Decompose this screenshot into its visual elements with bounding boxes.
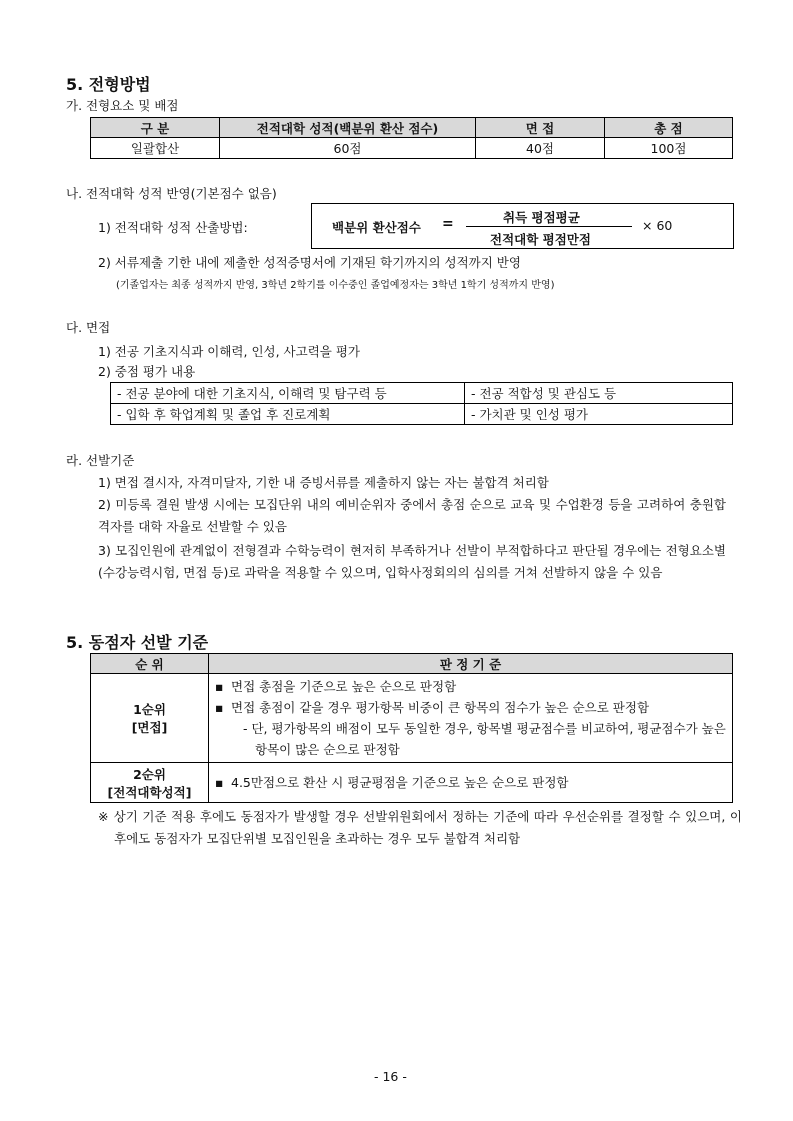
- page-number: - 16 -: [374, 1069, 407, 1084]
- d3-text: 3) 모집인원에 관계없이 전형결과 수학능력이 현저히 부족하거나 선발이 부적합하다고 판단될 경우에는 전형요소별(수강능력시험, 면접 등)로 과락을 적용할 수 있으며, 입학사정회의의 심의를 거쳐 선발하지 않을 수 있음: [98, 543, 726, 580]
- tiebreak-table: [90, 653, 733, 803]
- cell-gpa: 60점: [220, 138, 476, 159]
- rank2-label: 2순위: [133, 766, 166, 782]
- formula-lhs: 백분위 환산점수: [332, 220, 421, 235]
- cell-total: 100점: [605, 138, 733, 159]
- criteria-text: 4.5만점으로 환산 시 평균평점을 기준으로 높은 순으로 판정함: [231, 775, 569, 790]
- rank2-criteria: [209, 763, 733, 803]
- eval-table: [110, 382, 733, 425]
- criteria-item: [211, 697, 726, 718]
- header-total: 총 점: [605, 118, 733, 138]
- subsection-title-b: 나. 전적대학 성적 반영(기본점수 없음): [66, 186, 277, 201]
- section-title: 5. 전형방법: [66, 75, 151, 94]
- header-interview: 면 접: [476, 118, 605, 138]
- formula-box: [311, 203, 734, 249]
- header-rank: 순 위: [91, 654, 209, 674]
- c1-text: 1) 전공 기초지식과 이해력, 인성, 사고력을 평가: [98, 344, 360, 359]
- header-gpa: 전적대학 성적(백분위 환산 점수): [220, 118, 476, 138]
- criteria-text: 면접 총점을 기준으로 높은 순으로 판정함: [231, 679, 457, 694]
- rank1-label: 1순위: [133, 702, 166, 717]
- b2-note: (기졸업자는 최종 성적까지 반영, 3학년 2학기를 이수중인 졸업예정자는 3학년 1학기 성적까지 반영): [116, 280, 555, 291]
- c2-text: 2) 중점 평가 내용: [98, 364, 196, 379]
- fraction-line: [466, 226, 632, 227]
- rank1-cell: [91, 674, 209, 763]
- rank1-sub: [면접]: [131, 720, 168, 735]
- subsection-title-a: 가. 전형요소 및 배점: [66, 98, 179, 113]
- score-table: [90, 117, 733, 159]
- cell-interview: 40점: [476, 138, 605, 159]
- section-title-tiebreak: 5. 동점자 선발 기준: [66, 633, 209, 652]
- rank2-sub: [전적대학성적]: [107, 784, 192, 800]
- square-bullet-icon: ▪: [215, 700, 224, 715]
- eval-cell: - 가치관 및 인성 평가: [465, 404, 733, 425]
- header-criteria: 판 정 기 준: [209, 654, 733, 674]
- b2-text: 2) 서류제출 기한 내에 제출한 성적증명서에 기재된 학기까지의 성적까지 반영: [98, 255, 521, 270]
- square-bullet-icon: ▪: [215, 679, 224, 694]
- d2-text: 2) 미등록 결원 발생 시에는 모집단위 내의 예비순위자 중에서 총점 순으로 교육 및 수업환경 등을 고려하여 충원합격자를 대학 자율로 선발할 수 있음: [98, 497, 726, 534]
- formula-equals: =: [442, 216, 454, 232]
- criteria-item: [211, 772, 726, 793]
- formula-denominator: 전적대학 평점만점: [490, 232, 591, 247]
- criteria-text: 면접 총점이 같을 경우 평가항목 비중이 큰 항목의 점수가 높은 순으로 판정함: [231, 700, 650, 715]
- subsection-title-d: 라. 선발기준: [66, 453, 135, 468]
- cell-category: 일괄합산: [91, 138, 220, 159]
- formula-multiplier: × 60: [642, 218, 673, 233]
- eval-cell: - 전공 적합성 및 관심도 등: [465, 383, 733, 404]
- square-bullet-icon: ▪: [215, 775, 224, 790]
- d1-text: 1) 면접 결시자, 자격미달자, 기한 내 증빙서류를 제출하지 않는 자는 불합격 처리함: [98, 475, 549, 490]
- criteria-subitem: - 단, 평가항목의 배점이 모두 동일한 경우, 항목별 평균점수를 비교하여, 평균점수가 높은 항목이 많은 순으로 판정함: [243, 721, 726, 757]
- eval-cell: - 전공 분야에 대한 기초지식, 이해력 및 탐구력 등: [111, 383, 465, 404]
- header-category: 구 분: [91, 118, 220, 138]
- subsection-title-c: 다. 면접: [66, 320, 111, 335]
- rank1-criteria: [209, 674, 733, 763]
- formula-numerator: 취득 평점평균: [503, 210, 580, 225]
- criteria-item: [211, 676, 726, 697]
- formula-label: 1) 전적대학 성적 산출방법:: [98, 220, 248, 235]
- eval-cell: - 입학 후 학업계획 및 졸업 후 진로계획: [111, 404, 465, 425]
- rank2-cell: [91, 763, 209, 803]
- tiebreak-note: ※ 상기 기준 적용 후에도 동점자가 발생할 경우 선발위원회에서 정하는 기준에 따라 우선순위를 결정할 수 있으며, 이후에도 동점자가 모집단위별 모집인원을 초과하는 경우 모두 불합격 처리함: [98, 809, 742, 846]
